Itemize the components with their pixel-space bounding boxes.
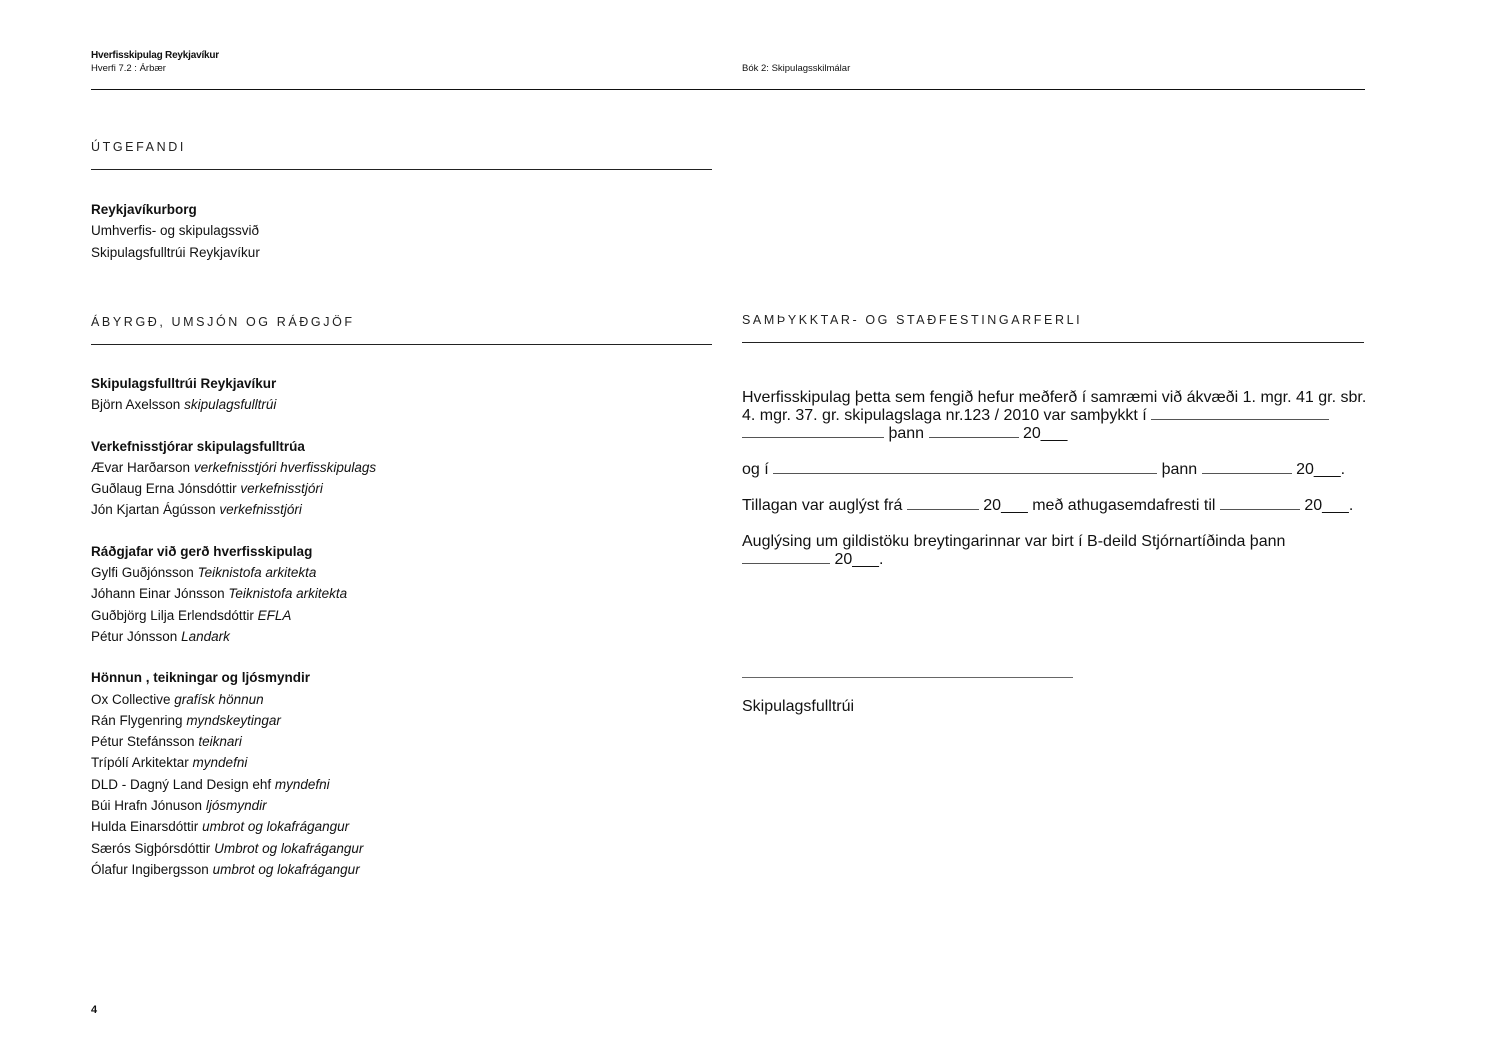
blank-line[interactable] [929, 425, 1019, 438]
credit-group [91, 667, 712, 880]
credit-person [91, 626, 712, 647]
person-role: grafísk hönnun [174, 691, 264, 707]
approval-p1-year: 20___ [1022, 425, 1068, 442]
credit-group [91, 541, 712, 647]
blank-line[interactable] [1202, 461, 1292, 474]
person-name: Ólafur Ingibergsson [91, 861, 209, 877]
approval-p2-text: og í [742, 461, 769, 478]
blank-line[interactable] [1220, 497, 1300, 510]
person-role: verkefnisstjóri [219, 502, 302, 518]
approval-divider [742, 342, 1364, 343]
approval-paragraph-2 [742, 461, 1367, 479]
signature-label: Skipulagsfulltrúi [742, 698, 855, 715]
person-name: Björn Axelsson [91, 397, 181, 413]
person-name: Gylfi Guðjónsson [91, 565, 194, 581]
credit-group-title: Verkefnisstjórar skipulagsfulltrúa [91, 438, 305, 454]
person-role: Umbrot og lokafrágangur [214, 840, 364, 856]
person-role: myndefni [274, 776, 330, 792]
approval-p4-year: 20___. [834, 551, 884, 568]
person-role: umbrot og lokafrágangur [212, 861, 360, 877]
approval-paragraph-4 [742, 533, 1367, 569]
person-name: Guðbjörg Lilja Erlendsdóttir [91, 607, 254, 623]
credit-group [91, 436, 712, 521]
person-name: Rán Flygenring [91, 712, 183, 728]
publisher-org: Reykjavíkurborg [91, 202, 197, 217]
header-subtitle: Hverfi 7.2 : Árbær [91, 63, 166, 74]
blank-line[interactable] [742, 551, 830, 564]
approval-p2-than: þann [1161, 461, 1198, 478]
approval-p4-text: Auglýsing um gildistöku breytingarinnar var birt í B-deild Stjórnartíðinda þann [742, 533, 1286, 550]
person-role: ljósmyndir [205, 798, 267, 814]
publisher-line: Skipulagsfulltrúi Reykjavíkur [91, 244, 260, 260]
signature-line[interactable] [742, 677, 1073, 678]
approval-p1-than: þann [888, 425, 925, 442]
header-title: Hverfisskipulag Reykjavíkur [91, 50, 219, 61]
person-role: Teiknistofa arkitekta [228, 586, 348, 602]
credit-person [91, 731, 712, 752]
blank-line[interactable] [742, 425, 884, 438]
person-name: Særós Sigþórsdóttir [91, 840, 211, 856]
person-role: myndefni [192, 755, 248, 771]
approval-p3-year: 20___. [1304, 497, 1354, 514]
person-role: Landark [181, 628, 230, 644]
header-book: Bók 2: Skipulagsskilmálar [742, 63, 851, 74]
approval-p2-year: 20___. [1296, 461, 1346, 478]
credit-group-title: Ráðgjafar við gerð hverfisskipulag [91, 543, 313, 559]
person-role: Teiknistofa arkitekta [197, 565, 317, 581]
person-role: skipulagsfulltrúi [184, 397, 277, 413]
person-role: umbrot og lokafrágangur [202, 819, 350, 835]
credit-person [91, 499, 712, 520]
credit-person [91, 457, 712, 478]
person-name: Trípólí Arkitektar [91, 755, 189, 771]
credit-person [91, 394, 712, 415]
blank-line[interactable] [773, 461, 1157, 474]
publisher-line: Umhverfis- og skipulagssvið [91, 223, 260, 239]
person-name: DLD - Dagný Land Design ehf [91, 776, 272, 792]
page-number: 4 [91, 1004, 98, 1016]
publisher-divider [91, 169, 712, 170]
blank-line[interactable] [907, 497, 979, 510]
credit-person [91, 774, 712, 795]
credit-person [91, 689, 712, 710]
credit-person [91, 816, 712, 837]
person-name: Hulda Einarsdóttir [91, 819, 199, 835]
person-name: Búi Hrafn Jónuson [91, 798, 203, 814]
person-role: myndskeytingar [186, 712, 281, 728]
person-role: EFLA [257, 607, 292, 623]
person-role: teiknari [198, 734, 242, 750]
person-name: Pétur Jónsson [91, 628, 178, 644]
person-name: Jóhann Einar Jónsson [91, 586, 225, 602]
person-role: verkefnisstjóri hverfisskipulags [193, 459, 377, 475]
publisher-heading: ÚTGEFANDI [91, 140, 186, 154]
person-name: Ox Collective [91, 691, 171, 707]
credit-person [91, 583, 712, 604]
person-name: Guðlaug Erna Jónsdóttir [91, 481, 237, 497]
approval-p3-mid: 20___ með athugasemdafresti til [983, 497, 1216, 514]
credits-divider [91, 344, 712, 345]
credit-person [91, 710, 712, 731]
person-name: Pétur Stefánsson [91, 734, 195, 750]
publisher-block [91, 199, 712, 263]
credit-person [91, 795, 712, 816]
credits-list [91, 373, 712, 900]
approval-paragraph-3 [742, 497, 1367, 515]
credits-heading: ÁBYRGÐ, UMSJÓN OG RÁÐGJÖF [91, 315, 355, 329]
approval-heading: SAMÞYKKTAR- OG STAÐFESTINGARFERLI [742, 313, 1083, 327]
header-divider [91, 89, 1365, 90]
credit-group-title: Skipulagsfulltrúi Reykjavíkur [91, 376, 277, 391]
approval-text [742, 389, 1367, 587]
blank-line[interactable] [1151, 407, 1329, 420]
credit-person [91, 478, 712, 499]
credit-group [91, 373, 712, 416]
credit-group-title: Hönnun , teikningar og ljósmyndir [91, 670, 311, 686]
approval-p3-text: Tillagan var auglýst frá [742, 497, 903, 514]
credit-person [91, 562, 712, 583]
person-role: verkefnisstjóri [240, 481, 323, 497]
person-name: Ævar Harðarson [91, 459, 191, 475]
approval-paragraph-1 [742, 389, 1367, 443]
approval-p1-text: Hverfisskipulag þetta sem fengið hefur meðferð í samræmi við ákvæði 1. mgr. 41 gr. sbr. 4. mgr. 37. gr. skipulagslaga nr.123 / 2010 var samþykkt í [742, 389, 1367, 424]
person-name: Jón Kjartan Ágússon [91, 502, 216, 518]
credit-person [91, 838, 712, 859]
credit-person [91, 605, 712, 626]
credit-person [91, 859, 712, 880]
credit-person [91, 752, 712, 773]
